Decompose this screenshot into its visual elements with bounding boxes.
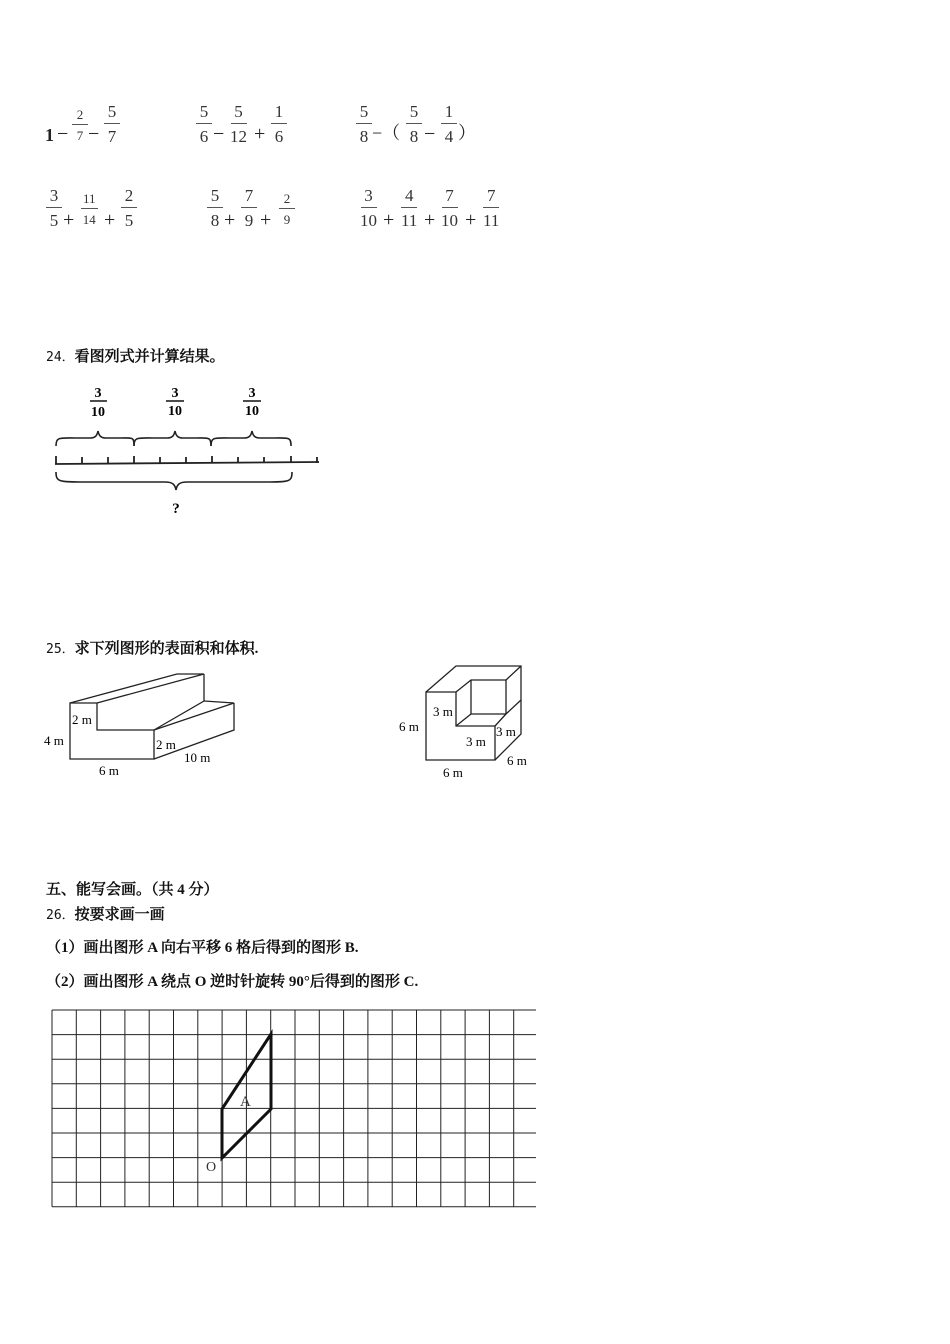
svg-text:10: 10 bbox=[91, 405, 105, 420]
question-24-title bbox=[46, 345, 225, 366]
point-o-label: O bbox=[206, 1160, 217, 1175]
shape-a-label: A bbox=[240, 1094, 251, 1110]
operator: + bbox=[63, 209, 75, 231]
label-step-height-2: 2 m bbox=[156, 737, 176, 752]
fraction: $\frac{2}{7}$ bbox=[72, 108, 88, 142]
fraction: $\frac{1}{4}$ bbox=[441, 103, 457, 145]
operator: + bbox=[424, 209, 436, 231]
question-mark: ? bbox=[172, 501, 180, 517]
number-line-figure bbox=[45, 380, 325, 520]
fraction: $\frac{2}{9}$ bbox=[279, 192, 295, 226]
question-26-sub-2: （2）画出图形 A 绕点 O 逆时针旋转 90°后得到的图形 C. bbox=[46, 974, 419, 990]
question-text: 看图列式并计算结果。 bbox=[74, 349, 225, 365]
number-line bbox=[55, 456, 319, 464]
label-width: 6 m bbox=[443, 765, 463, 780]
grid-lines bbox=[52, 1010, 536, 1207]
label-step-height-1: 2 m bbox=[72, 712, 92, 727]
svg-text:10: 10 bbox=[245, 404, 259, 419]
fraction: $\frac{3}{10}$ bbox=[360, 186, 377, 230]
fraction: $\frac{5}{8}$ bbox=[356, 103, 372, 145]
label-cut-depth: 3 m bbox=[496, 724, 516, 739]
fraction: $\frac{7}{9}$ bbox=[241, 187, 257, 229]
fraction: $\frac{5}{8}$ bbox=[406, 103, 422, 145]
label-depth: 6 m bbox=[507, 753, 527, 768]
operator: − bbox=[213, 123, 225, 145]
operator: + bbox=[224, 209, 236, 231]
label-cut-height: 3 m bbox=[433, 704, 453, 719]
fraction: $\frac{7}{11}$ bbox=[483, 186, 500, 230]
label-total-height: 4 m bbox=[44, 733, 64, 748]
operator: − bbox=[424, 123, 436, 145]
svg-text:3: 3 bbox=[171, 386, 179, 401]
fraction: $\frac{4}{11}$ bbox=[401, 186, 418, 230]
operator: + bbox=[254, 123, 266, 145]
segment-label-1 bbox=[90, 386, 107, 420]
top-braces bbox=[56, 431, 291, 446]
label-width: 6 m bbox=[99, 763, 119, 778]
fraction: $\frac{5}{12}$ bbox=[230, 102, 247, 146]
svg-text:3: 3 bbox=[248, 386, 256, 401]
drawing-grid[interactable] bbox=[50, 1008, 536, 1213]
segment-label-2 bbox=[166, 386, 184, 419]
svg-text:10: 10 bbox=[168, 404, 182, 419]
svg-text:3: 3 bbox=[94, 386, 102, 401]
label-height: 6 m bbox=[399, 719, 419, 734]
segment-label-3 bbox=[243, 386, 261, 419]
question-number: 26． bbox=[46, 908, 75, 923]
operator: − bbox=[57, 123, 69, 145]
fraction: $\frac{1}{6}$ bbox=[271, 103, 287, 145]
fraction: $\frac{7}{10}$ bbox=[441, 186, 458, 230]
question-text: 求下列图形的表面积和体积. bbox=[74, 641, 259, 657]
operator: − bbox=[88, 123, 100, 145]
stair-solid-figure bbox=[40, 668, 255, 783]
notched-cube-figure bbox=[395, 660, 540, 785]
section-5-title: 五、能写会画。（共 4 分） bbox=[46, 882, 219, 898]
operator: + bbox=[383, 209, 395, 231]
question-text: 按要求画一画 bbox=[74, 907, 165, 923]
question-25-title bbox=[46, 637, 258, 658]
operator: + bbox=[465, 209, 477, 231]
operator: −（ bbox=[372, 123, 401, 143]
operator: + bbox=[260, 209, 272, 231]
fraction: $\frac{5}{8}$ bbox=[207, 187, 223, 229]
operator: + bbox=[104, 209, 116, 231]
question-number: 24． bbox=[46, 350, 75, 365]
label-length: 10 m bbox=[184, 750, 211, 765]
bottom-brace bbox=[56, 472, 292, 490]
label-cut-width: 3 m bbox=[466, 734, 486, 749]
question-26-sub-1: （1）画出图形 A 向右平移 6 格后得到的图形 B. bbox=[46, 940, 359, 956]
question-26-title bbox=[46, 903, 165, 924]
fraction: $\frac{11}{14}$ bbox=[82, 191, 96, 227]
question-number: 25． bbox=[46, 642, 75, 657]
fraction: $\frac{3}{5}$ bbox=[46, 187, 62, 229]
fraction: $\frac{5}{7}$ bbox=[104, 103, 120, 145]
fraction: $\frac{2}{5}$ bbox=[121, 187, 137, 229]
operator: ） bbox=[458, 123, 476, 143]
fraction: $\frac{5}{6}$ bbox=[196, 103, 212, 145]
expr-lead-one: 1 bbox=[45, 125, 54, 145]
